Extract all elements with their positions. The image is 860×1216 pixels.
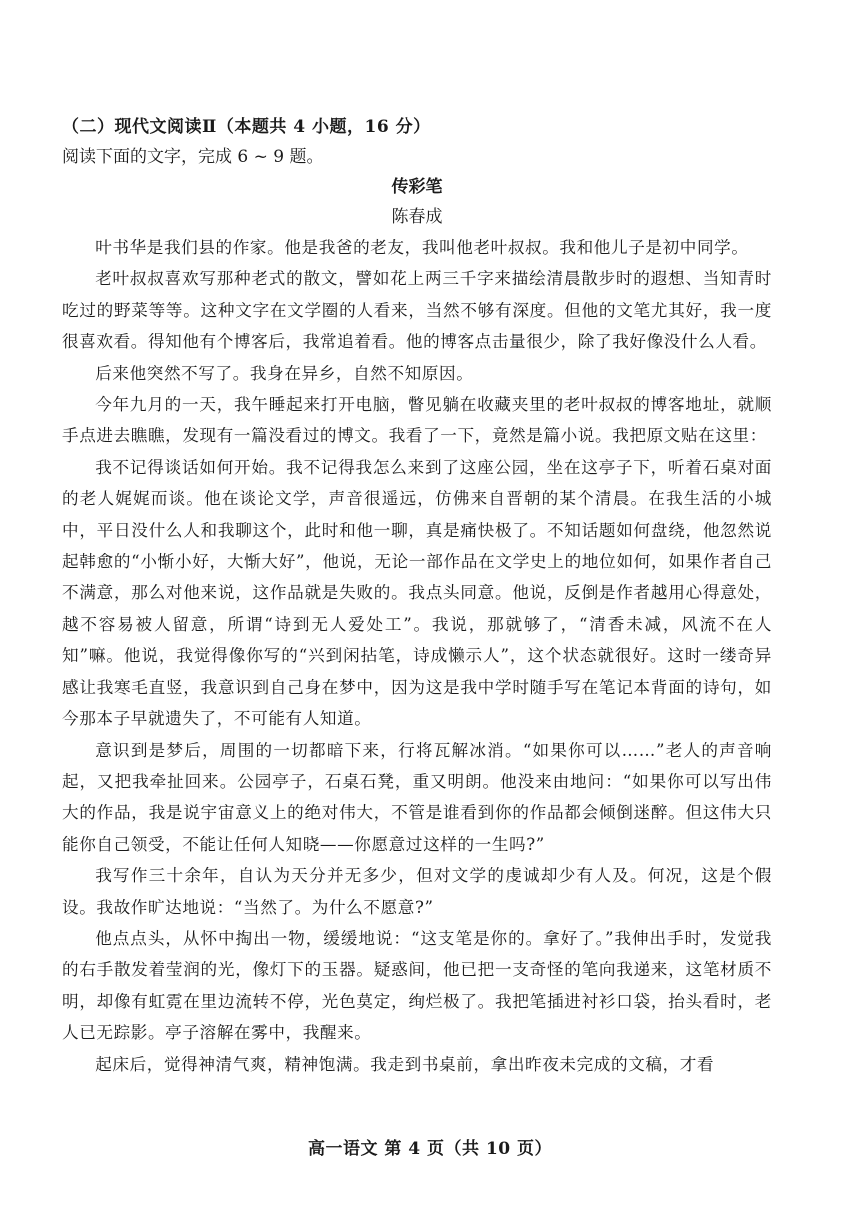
story-paragraph: 我不记得谈话如何开始。我不记得我怎么来到了这座公园，坐在这亭子下，听着石桌对面的老人娓娓而谈。他在谈论文学，声音很遥远，仿佛来自晋朝的某个清晨。在我生活的小城中，平日没什么人和我聊这个，此时和他一聊，真是痛快极了。不知话题如何盘绕，他忽然说起韩愈的“小惭小好，大惭大好”，他说，无论一部作品在文学史上的地位如何，如果作者自己不满意，那么对他来说，这作品就是失败的。我点头同意。他说，反倒是作者越用心得意处，越不容易被人留意，所谓“诗到无人爱处工”。我说，那就够了，“清香未减，风流不在人知”嘛。他说，我觉得像你写的“兴到闲拈笔，诗成懒示人”，这个状态就很好。这时一缕奇异感让我寒毛直竖，我意识到自己身在梦中，因为这是我中学时随手写在笔记本背面的诗句，如今那本子早就遗失了，不可能有人知道。 xyxy=(62,457,772,729)
reading-instruction: 阅读下面的文字，完成 6 ~ 9 题。 xyxy=(62,147,324,167)
section-title: （二）现代文阅读Ⅱ（本题共 4 小题，16 分） xyxy=(62,117,431,137)
document-page xyxy=(62,112,772,1080)
story-paragraph: 今年九月的一天，我午睡起来打开电脑，瞥见躺在收藏夹里的老叶叔叔的博客地址，就顺手点进去瞧瞧，发现有一篇没看过的博文。我看了一下，竟然是篇小说。我把原文贴在这里： xyxy=(62,395,772,446)
story-paragraph: 起床后，觉得神清气爽，精神饱满。我走到书桌前，拿出昨夜未完成的文稿，才看 xyxy=(95,1054,715,1074)
story-paragraph: 叶书华是我们县的作家。他是我爸的老友，我叫他老叶叔叔。我和他儿子是初中同学。 xyxy=(95,238,749,257)
story-paragraph: 我写作三十余年，自认为天分并无多少，但对文学的虔诚却少有人及。何况，这是个假设。我故作旷达地说：“当然了。为什么不愿意?” xyxy=(62,866,772,917)
story-author: 陈春成 xyxy=(391,207,443,227)
page-footer: 高一语文 第 4 页（共 10 页） xyxy=(307,1139,553,1159)
story-paragraph: 意识到是梦后，周围的一切都暗下来，行将瓦解冰消。“如果你可以……”老人的声音响起，又把我牵扯回来。公园亭子，石桌石凳，重又明朗。他没来由地问：“如果你可以写出伟大的作品，我是说宇宙意义上的绝对伟大，不管是谁看到你的作品都会倾倒迷醉。但这伟大只能你自己领受，不能让任何人知晓——你愿意过这样的一生吗?” xyxy=(62,740,772,854)
story-paragraph: 老叶叔叔喜欢写那种老式的散文，譬如花上两三千字来描绘清晨散步时的遐想、当知青时吃过的野菜等等。这种文字在文学圈的人看来，当然不够有深度。但他的文笔尤其好，我一度很喜欢看。得知他有个博客后，我常追着看。他的博客点击量很少，除了我好像没什么人看。 xyxy=(62,269,772,352)
story-title: 传彩笔 xyxy=(391,177,443,197)
story-paragraph: 后来他突然不写了。我身在异乡，自然不知原因。 xyxy=(95,363,474,383)
story-paragraph: 他点点头，从怀中掏出一物，缓缓地说：“这支笔是你的。拿好了。”我伸出手时，发觉我的右手散发着莹润的光，像灯下的玉器。疑惑间，他已把一支奇怪的笔向我递来，这笔材质不明，却像有虹霓在里边流转不停，光色莫定，绚烂极了。我把笔插进衬衫口袋，抬头看时，老人已无踪影。亭子溶解在雾中，我醒来。 xyxy=(62,928,772,1043)
